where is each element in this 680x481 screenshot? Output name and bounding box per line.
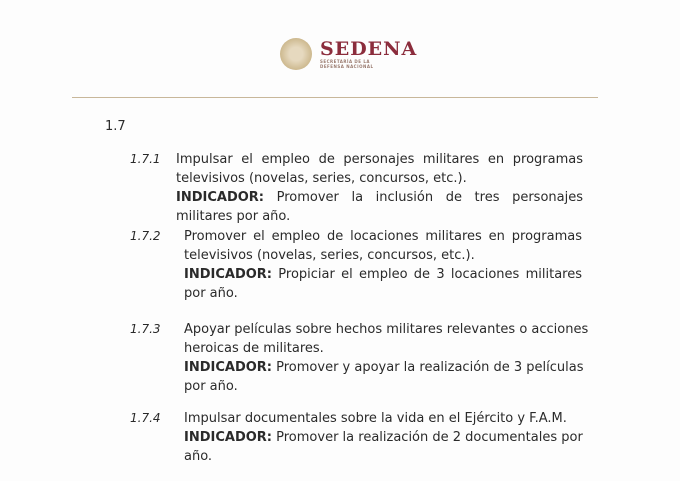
indicator-label: INDICADOR: (184, 360, 272, 375)
indicator-label: INDICADOR: (176, 190, 264, 205)
brand-subtitle-1: SECRETARÍA DE LA (320, 59, 371, 64)
item-text: Promover el empleo de locaciones militares en programas televisivos (novelas, series, concursos, etc.). INDICADOR: Propiciar el empleo de 3 locaciones militares por año. (184, 229, 582, 301)
item-number: 1.7.1 (130, 152, 161, 166)
indicator-label: INDICADOR: (184, 430, 272, 445)
item-number: 1.7.2 (130, 229, 161, 243)
brand-name: SEDENA (320, 38, 418, 60)
header-divider (72, 97, 598, 98)
indicator-label: INDICADOR: (184, 267, 272, 282)
item-text: Impulsar el empleo de personajes militares en programas televisivos (novelas, series, concursos, etc.). INDICADOR: Promover la inclusión de tres personajes militares por año. (176, 152, 583, 224)
item-number: 1.7.3 (130, 322, 161, 336)
brand-subtitle-2: DEFENSA NACIONAL (320, 64, 374, 69)
section-number: 1.7 (105, 119, 126, 134)
item-number: 1.7.4 (130, 411, 161, 425)
item-text: Impulsar documentales sobre la vida en el Ejército y F.A.M. INDICADOR: Promover la realización de 2 documentales por año. (184, 411, 583, 464)
coat-of-arms-icon (280, 38, 312, 70)
sedena-logo (280, 38, 417, 70)
item-text: Apoyar películas sobre hechos militares relevantes o acciones heroicas de militares. INDICADOR: Promover y apoyar la realización de 3 películas por año. (184, 322, 589, 394)
